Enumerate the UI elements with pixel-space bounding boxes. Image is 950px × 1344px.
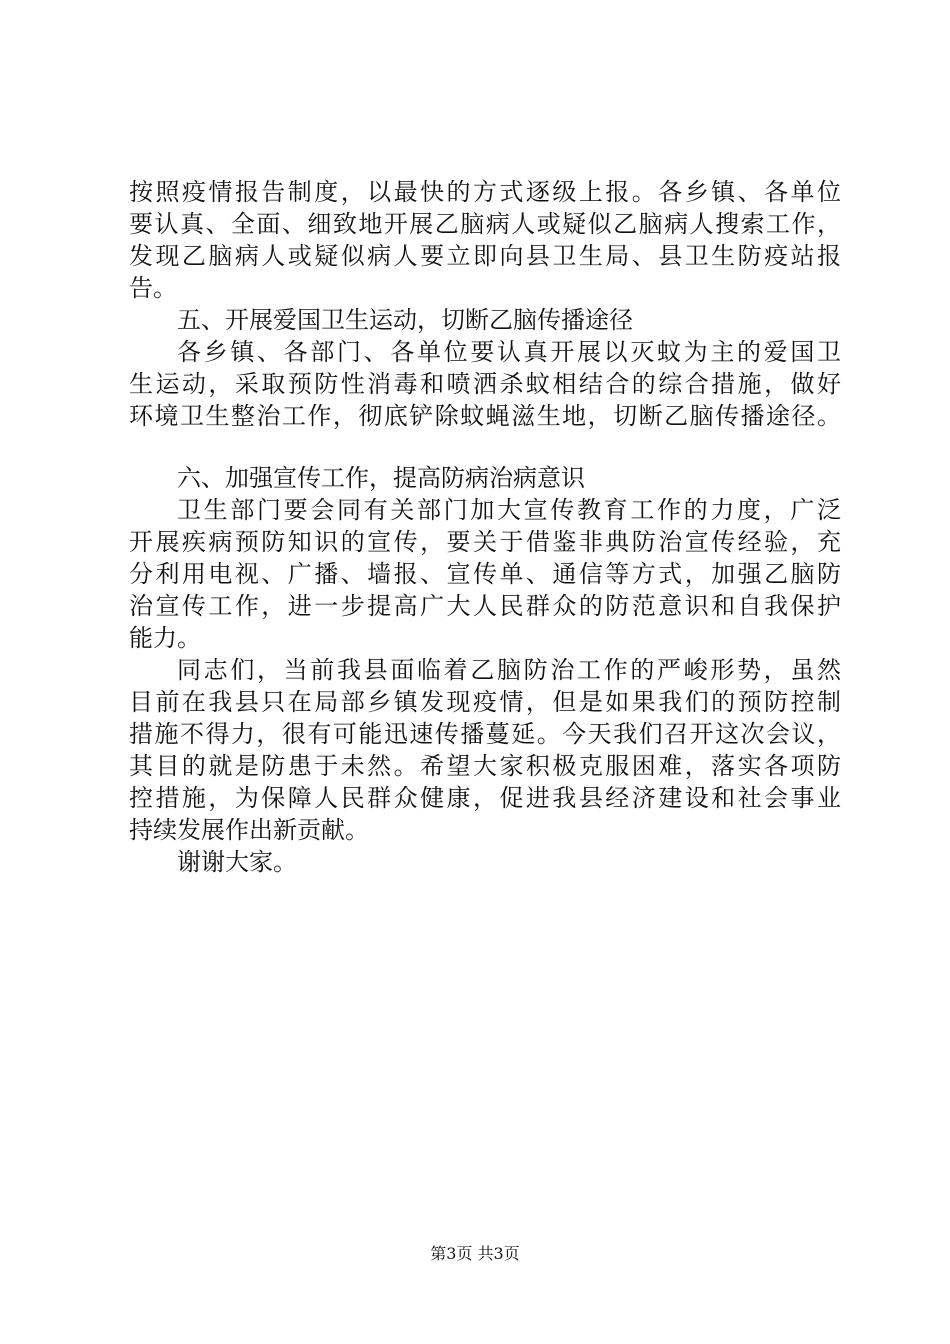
text-line: 发现乙脑病人或疑似病人要立即向县卫生局、县卫生防疫站报 — [129, 242, 841, 270]
text-line: 各乡镇、各部门、各单位要认真开展以灭蚊为主的爱国卫 — [177, 338, 841, 366]
section-heading: 五、开展爱国卫生运动，切断乙脑传播途径 — [177, 306, 633, 334]
text-line: 按照疫情报告制度，以最快的方式逐级上报。各乡镇、各单位 — [129, 178, 841, 206]
text-line: 告。 — [129, 274, 177, 302]
section-heading: 六、加强宣传工作，提高防病治病意识 — [177, 464, 585, 492]
text-line: 措施不得力，很有可能迅速传播蔓延。今天我们召开这次会议， — [129, 720, 841, 748]
text-line: 环境卫生整治工作，彻底铲除蚊蝇滋生地，切断乙脑传播途径。 — [129, 402, 841, 430]
text-line: 其目的就是防患于未然。希望大家积极克服困难，落实各项防 — [129, 752, 841, 780]
text-line: 谢谢大家。 — [177, 848, 297, 876]
text-line: 治宣传工作，进一步提高广大人民群众的防范意识和自我保护 — [129, 592, 841, 620]
text-line: 能力。 — [129, 624, 201, 652]
text-line: 生运动，采取预防性消毒和喷洒杀蚊相结合的综合措施，做好 — [129, 370, 841, 398]
text-line: 开展疾病预防知识的宣传，要关于借鉴非典防治宣传经验，充 — [129, 528, 841, 556]
text-line: 控措施，为保障人民群众健康，促进我县经济建设和社会事业 — [129, 784, 841, 812]
text-line: 同志们，当前我县面临着乙脑防治工作的严峻形势，虽然 — [177, 656, 841, 684]
text-line: 卫生部门要会同有关部门加大宣传教育工作的力度，广泛 — [177, 496, 841, 524]
text-line: 持续发展作出新贡献。 — [129, 816, 369, 844]
document-body — [129, 176, 841, 878]
text-line: 分利用电视、广播、墙报、宣传单、通信等方式，加强乙脑防 — [129, 560, 841, 588]
text-line: 要认真、全面、细致地开展乙脑病人或疑似乙脑病人搜索工作， — [129, 210, 841, 238]
text-line: 目前在我县只在局部乡镇发现疫情，但是如果我们的预防控制 — [129, 688, 841, 716]
page-number-footer: 第3页 共3页 — [430, 1244, 520, 1263]
blank-line — [129, 432, 841, 462]
